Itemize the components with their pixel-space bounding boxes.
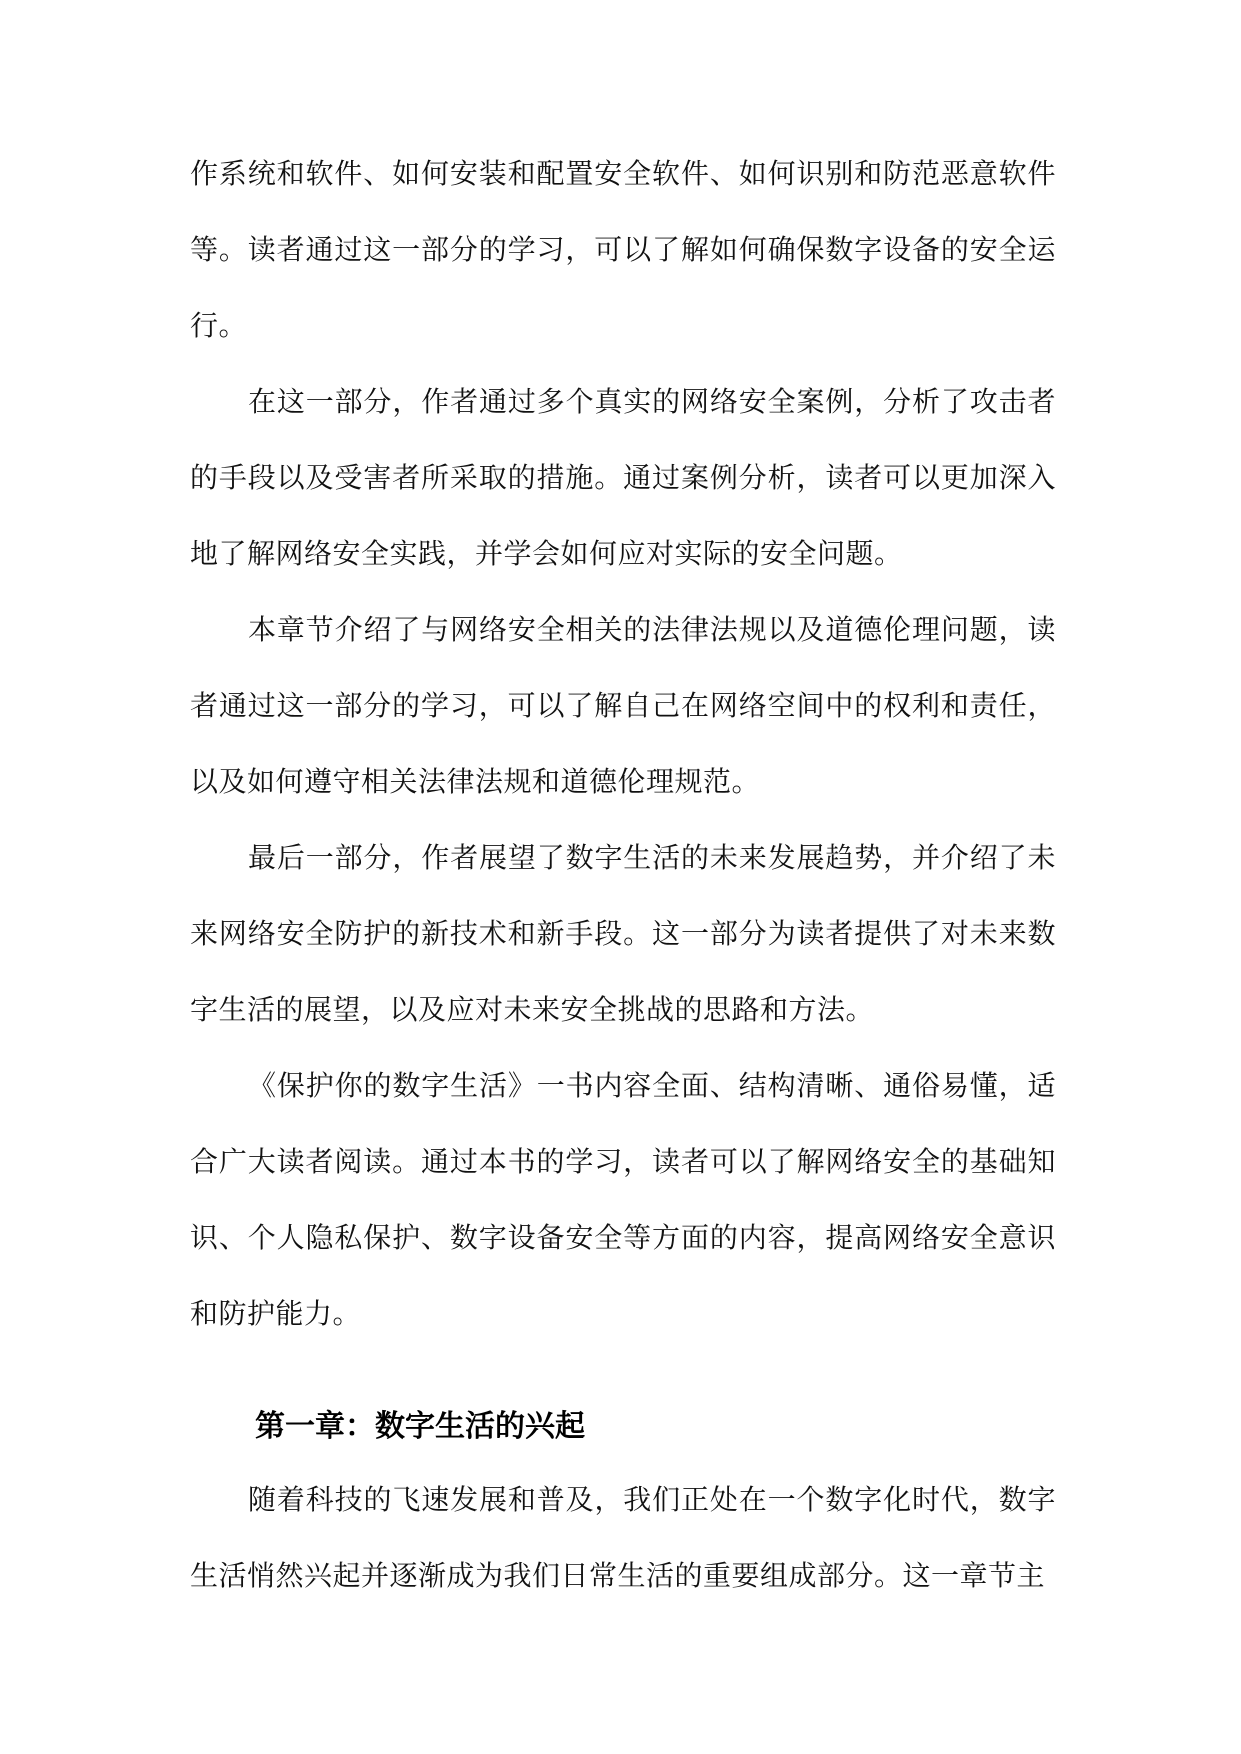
paragraph-laws-ethics: 本章节介绍了与网络安全相关的法律法规以及道德伦理问题，读者通过这一部分的学习，可以了解自己在网络空间中的权利和责任，以及如何遵守相关法律法规和道德伦理规范。 xyxy=(190,613,1056,798)
paragraph-future-trends: 最后一部分，作者展望了数字生活的未来发展趋势，并介绍了未来网络安全防护的新技术和新手段。这一部分为读者提供了对未来数字生活的展望，以及应对未来安全挑战的思路和方法。 xyxy=(190,841,1056,1026)
paragraph-security-cases: 在这一部分，作者通过多个真实的网络安全案例，分析了攻击者的手段以及受害者所采取的措施。通过案例分析，读者可以更加深入地了解网络安全实践，并学会如何应对实际的安全问题。 xyxy=(190,385,1056,570)
paragraph-os-software: 作系统和软件、如何安装和配置安全软件、如何识别和防范恶意软件等。读者通过这一部分的学习，可以了解如何确保数字设备的安全运行。 xyxy=(190,157,1056,342)
paragraph-chapter-intro: 随着科技的飞速发展和普及，我们正处在一个数字化时代，数字生活悄然兴起并逐渐成为我们日常生活的重要组成部分。这一章节主 xyxy=(190,1483,1056,1592)
page-content xyxy=(190,136,1056,1614)
paragraph-book-summary: 《保护你的数字生活》一书内容全面、结构清晰、通俗易懂，适合广大读者阅读。通过本书的学习，读者可以了解网络安全的基础知识、个人隐私保护、数字设备安全等方面的内容，提高网络安全意识和防护能力。 xyxy=(190,1069,1056,1330)
chapter-heading: 第一章：数字生活的兴起 xyxy=(255,1409,585,1444)
